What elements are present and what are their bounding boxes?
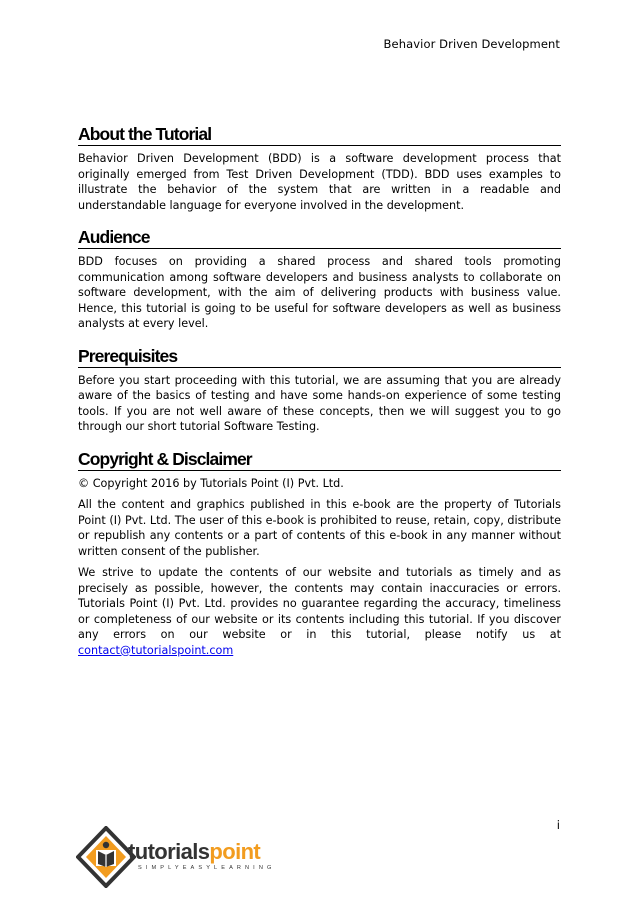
logo-tagline: SIMPLYEASYLEARNING xyxy=(138,865,276,871)
paragraph: Behavior Driven Development (BDD) is a software development process that originally emerged from Test Driven Development (TDD). BDD uses examples to illustrate the behavior of the system that are written in a readable and understandable language for everyone involved in the development. xyxy=(78,152,561,212)
paragraph: Before you start proceeding with this tutorial, we are assuming that you are already aware of the basics of testing and have some hands-on experience of some testing tools. If you are not well aware of these concepts, then we will suggest you to go through our short tutorial Software Testing. xyxy=(78,373,561,433)
paragraph-text: We strive to update the contents of our website and tutorials as timely and as precisely as possible, however, the contents may contain inaccuracies or errors. Tutorials Point (I) Pvt. Ltd. provides no guarantee regarding the accuracy, timeliness or completeness of our website or its contents including this tutorial. If you discover any errors on our website or in this tutorial, please notify us at xyxy=(78,566,561,641)
section-copyright xyxy=(78,449,561,659)
section-about xyxy=(78,124,561,213)
paragraph-with-contact xyxy=(78,565,561,658)
logo-text-tutorials: tutorials xyxy=(128,839,210,864)
contact-email-link[interactable]: contact@tutorialspoint.com xyxy=(78,643,234,657)
document-content xyxy=(78,124,561,672)
section-heading: About the Tutorial xyxy=(78,124,561,146)
logo-text-point: point xyxy=(209,839,261,864)
page-number: i xyxy=(556,818,560,832)
logo-emblem-icon xyxy=(76,826,136,888)
logo-wordmark xyxy=(128,840,260,864)
section-prerequisites xyxy=(78,346,561,435)
paragraph: All the content and graphics published in this e-book are the property of Tutorials Point (I) Pvt. Ltd. The user of this e-book is prohibited to reuse, retain, copy, distribute or republish any contents or a part of contents of this e-book in any manner without written consent of the publisher. xyxy=(78,498,561,558)
paragraph: BDD focuses on providing a shared process and shared tools promoting communication among software developers and business analysts to collaborate on software development, with the aim of delivering products with business value. Hence, this tutorial is going to be useful for software developers as well as business analysts at every level. xyxy=(78,255,561,330)
section-heading: Audience xyxy=(78,227,561,249)
section-heading: Copyright & Disclaimer xyxy=(78,449,561,471)
section-audience xyxy=(78,227,561,332)
section-heading: Prerequisites xyxy=(78,346,561,368)
copyright-line: © Copyright 2016 by Tutorials Point (I) Pvt. Ltd. xyxy=(78,476,344,490)
running-header: Behavior Driven Development xyxy=(383,37,560,51)
tutorialspoint-logo xyxy=(76,826,276,888)
